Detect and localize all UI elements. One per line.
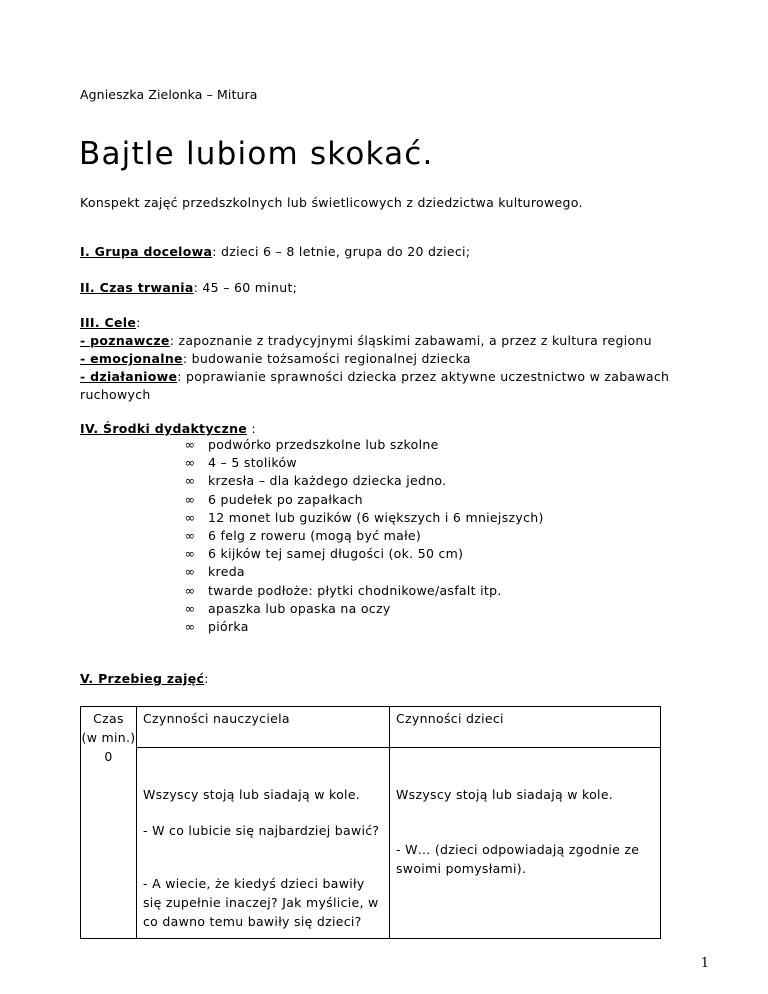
- header-children: Czynności dzieci: [390, 707, 661, 748]
- document-title: Bajtle lubiom skokać.: [79, 136, 434, 172]
- infinity-bullet-icon: ∞: [184, 582, 196, 598]
- list-item: ∞ krzesła – dla każdego dziecka jedno.: [182, 472, 544, 490]
- goal-cognitive-label: - poznawcze: [80, 333, 170, 348]
- list-item: ∞ 6 felg z roweru (mogą być małe): [182, 527, 544, 545]
- list-item: ∞ piórka: [182, 618, 544, 636]
- goal-emotional-text: : budowanie tożsamości regionalnej dziecka: [182, 351, 471, 366]
- list-item: ∞ apaszka lub opaska na oczy: [182, 600, 544, 618]
- section-duration: [80, 279, 700, 297]
- table-header-row: [81, 707, 661, 748]
- infinity-bullet-icon: ∞: [184, 619, 196, 635]
- infinity-bullet-icon: ∞: [184, 491, 196, 507]
- row-children-actions: Wszyscy stoją lub siadają w kole. - W… (dzieci odpowiadają zgodnie ze swoimi pomysłami).: [390, 747, 661, 938]
- goal-action-text: : poprawianie sprawności dziecka przez aktywne uczestnictwo w zabawach ruchowych: [80, 369, 670, 402]
- section-duration-label: II. Czas trwania: [80, 280, 194, 295]
- header-time: Czas (w min.): [81, 707, 137, 748]
- lesson-plan-table: [80, 706, 661, 939]
- list-item: ∞ 12 monet lub guzików (6 większych i 6 mniejszych): [182, 509, 544, 527]
- page-number: 1: [700, 956, 709, 971]
- list-item: ∞ podwórko przedszkolne lub szkolne: [182, 436, 544, 454]
- goal-emotional: [80, 350, 700, 368]
- section-target-group: [80, 243, 700, 261]
- infinity-bullet-icon: ∞: [184, 546, 196, 562]
- goal-emotional-label: - emocjonalne: [80, 351, 183, 366]
- list-item: ∞ 4 – 5 stolików: [182, 454, 544, 472]
- goal-cognitive-text: : zapoznanie z tradycyjnymi śląskimi zabawami, a przez z kultura regionu: [169, 333, 652, 348]
- goal-action-label: - działaniowe: [80, 369, 178, 384]
- author-name: Agnieszka Zielonka – Mitura: [80, 87, 258, 102]
- section-teaching-aids-label: IV. Środki dydaktyczne: [80, 421, 248, 436]
- table-row: [81, 747, 661, 938]
- list-item: ∞ kreda: [182, 563, 544, 581]
- document-subtitle: Konspekt zajęć przedszkolnych lub świetlicowych z dziedzictwa kulturowego.: [80, 195, 583, 210]
- list-item: ∞ 6 pudełek po zapałkach: [182, 491, 544, 509]
- teaching-aids-list: [182, 436, 544, 636]
- infinity-bullet-icon: ∞: [184, 437, 196, 452]
- infinity-bullet-icon: ∞: [184, 564, 196, 580]
- list-item: ∞ 6 kijków tej samej długości (ok. 50 cm): [182, 545, 544, 563]
- section-duration-text: : 45 – 60 minut;: [193, 280, 298, 295]
- goal-cognitive: [80, 332, 700, 350]
- section-target-group-text: : dzieci 6 – 8 letnie, grupa do 20 dzieci;: [212, 244, 471, 259]
- section-procedure: V. Przebieg zajęć:: [80, 671, 209, 686]
- row-time: 0: [81, 747, 137, 938]
- section-procedure-label: V. Przebieg zajęć: [80, 671, 205, 686]
- infinity-bullet-icon: ∞: [184, 473, 196, 489]
- section-teaching-aids: IV. Środki dydaktyczne :: [80, 421, 256, 436]
- section-target-group-label: I. Grupa docelowa: [80, 244, 213, 259]
- infinity-bullet-icon: ∞: [184, 455, 196, 471]
- row-teacher-actions: Wszyscy stoją lub siadają w kole. - W co lubicie się najbardziej bawić? - A wiecie, że kiedyś dzieci bawiły się zupełnie inaczej? Jak myślicie, w co dawno temu bawiły się dzieci?: [137, 747, 390, 938]
- infinity-bullet-icon: ∞: [184, 509, 196, 525]
- section-goals-label: III. Cele: [80, 315, 137, 330]
- infinity-bullet-icon: ∞: [184, 600, 196, 616]
- header-teacher: Czynności nauczyciela: [137, 707, 390, 748]
- section-goals: [80, 314, 700, 404]
- infinity-bullet-icon: ∞: [184, 528, 196, 544]
- section-goals-heading: III. Cele:: [80, 315, 141, 330]
- goal-action: [80, 368, 700, 404]
- list-item: ∞ twarde podłoże: płytki chodnikowe/asfalt itp.: [182, 582, 544, 600]
